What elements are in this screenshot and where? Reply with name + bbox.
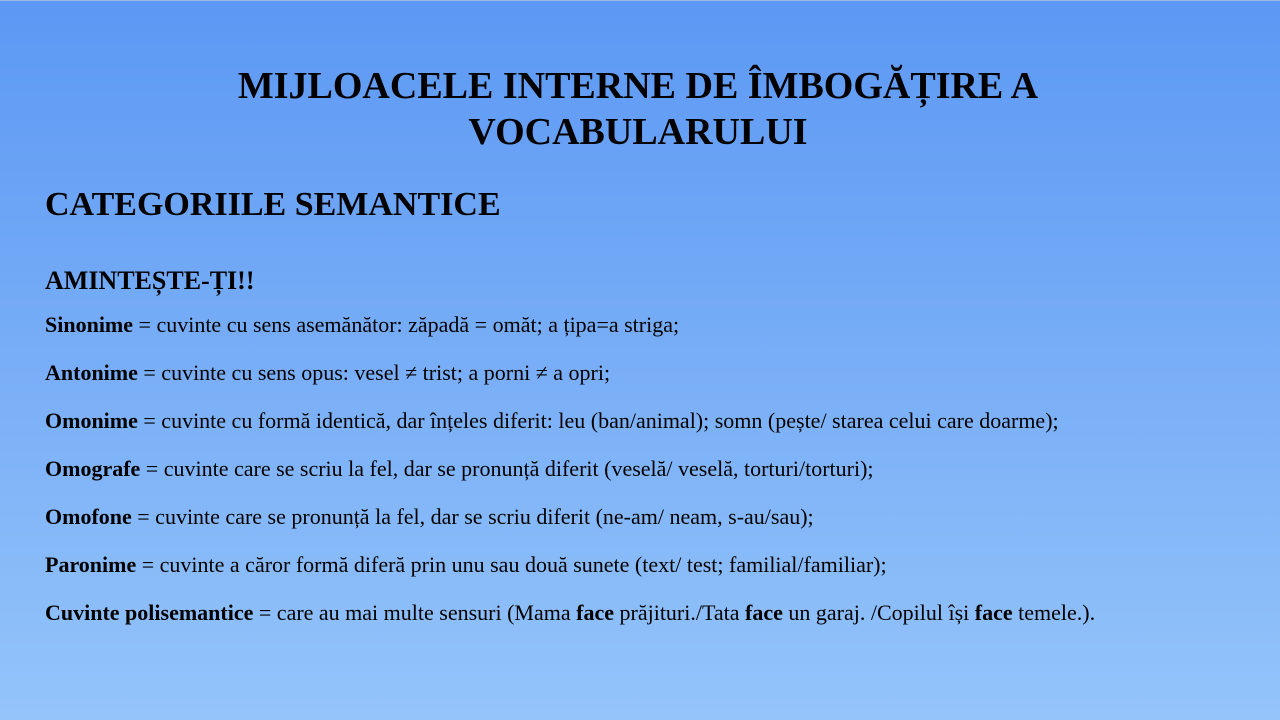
term-label: Sinonime	[45, 312, 134, 337]
definition-sinonime	[45, 305, 1231, 345]
definition-text: = care au mai multe sensuri (Mama	[253, 600, 577, 625]
term-label: Antonime	[45, 360, 138, 385]
definition-text: = cuvinte care se pronunță la fel, dar se scriu diferit (ne-am/ neam, s-au/sau);	[131, 504, 814, 529]
definition-text: = cuvinte cu sens asemănător: zăpadă = omăt; a țipa=a striga;	[133, 312, 680, 337]
definition-omofone	[45, 497, 1231, 537]
definition-paronime	[45, 545, 1231, 585]
definition-text: prăjituri./Tata	[614, 600, 746, 625]
term-label: Omonime	[45, 408, 138, 433]
definition-text: = cuvinte cu formă identică, dar înțeles diferit: leu (ban/animal); somn (pește/ starea celui care doarme);	[137, 408, 1059, 433]
term-label: Omografe	[45, 456, 141, 481]
definition-antonime	[45, 353, 1231, 393]
definition-omografe	[45, 449, 1231, 489]
definition-text: = cuvinte care se scriu la fel, dar se pronunță diferit (veselă/ veselă, torturi/torturi);	[140, 456, 874, 481]
term-label: Cuvinte polisemantice	[45, 600, 254, 625]
example-verb: face	[576, 600, 614, 625]
slide-content	[45, 261, 1231, 641]
slide-subtitle: CATEGORIILE SEMANTICE	[45, 186, 501, 223]
term-label: Omofone	[45, 504, 132, 529]
definition-polisemantice	[45, 593, 1231, 633]
definition-text: = cuvinte cu sens opus: vesel ≠ trist; a porni ≠ a opri;	[137, 360, 611, 385]
definition-omonime	[45, 401, 1231, 441]
example-verb: face	[745, 600, 783, 625]
example-verb: face	[974, 600, 1013, 625]
definition-text: = cuvinte a căror formă diferă prin unu sau două sunete (text/ test; familial/familiar);	[136, 552, 887, 577]
definition-text: un garaj. /Copilul își	[782, 600, 975, 625]
remember-heading: AMINTEȘTE-ȚI!!	[45, 266, 255, 295]
term-label: Paronime	[45, 552, 137, 577]
definition-text: temele.).	[1012, 600, 1096, 625]
slide-title: MIJLOACELE INTERNE DE ÎMBOGĂȚIRE A VOCABULARULUI	[237, 65, 1039, 153]
